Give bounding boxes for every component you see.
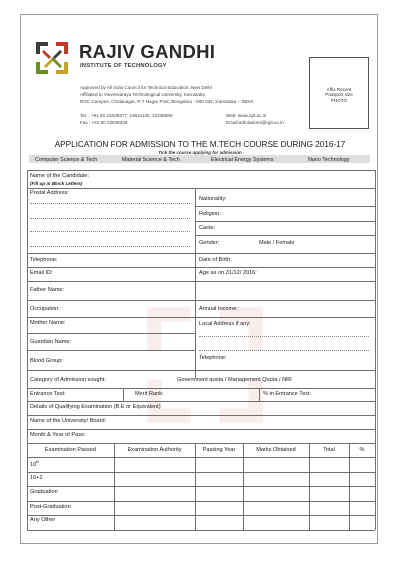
institute-name: RAJIV GANDHI bbox=[79, 41, 216, 62]
entrance-test-label: Entrance Test: bbox=[30, 391, 66, 397]
email-link[interactable]: Email:admissions@rgit.ac.in bbox=[226, 120, 284, 125]
address-line-1[interactable] bbox=[30, 203, 190, 204]
application-form bbox=[27, 170, 375, 530]
institute-logo bbox=[34, 40, 70, 76]
mother-name-label: Mother Name: bbox=[30, 320, 66, 326]
course-option-nano[interactable]: Nano Technology bbox=[308, 156, 350, 163]
col-passing-year: Passing Year bbox=[202, 447, 236, 453]
fax-line: Fax : +91 80 23549348 bbox=[80, 120, 128, 125]
religion-label: Religion: bbox=[199, 211, 221, 217]
col-examination-authority: Examination Authority bbox=[127, 447, 182, 453]
col-examination-passed: Examination Passed bbox=[45, 447, 96, 453]
local-address-line-2[interactable] bbox=[199, 350, 369, 351]
blood-group-label: Blood Group: bbox=[30, 358, 63, 364]
name-label: Name of the Candidate: bbox=[30, 173, 90, 179]
qualifying-exam-label: Details of Qualifying Examination (B.E or Equivalent) bbox=[30, 404, 161, 410]
address-line-3[interactable] bbox=[30, 231, 190, 232]
photo-line-2: Passport size bbox=[325, 92, 353, 98]
affiliation-line: Affiliated to Visvesvaraya Technological University, Karnataka bbox=[80, 92, 205, 97]
age-label: Age as on 31/12/ 2016: bbox=[199, 270, 257, 276]
table-row-label: 10th bbox=[30, 460, 40, 468]
caste-label: Caste: bbox=[199, 225, 216, 231]
course-option-cs[interactable]: Computer Science & Tech bbox=[35, 156, 98, 163]
name-field[interactable] bbox=[147, 175, 372, 184]
name-note: (Fill up in Block Letters) bbox=[30, 181, 83, 186]
form-subtitle: Tick the course applying for admission bbox=[158, 150, 242, 155]
annual-income-label: Annual Income: bbox=[199, 306, 238, 312]
local-address-line-1[interactable] bbox=[199, 336, 369, 337]
category-options[interactable]: Government quota / Management Quota / NRI bbox=[177, 377, 292, 383]
col-percent: % bbox=[359, 447, 365, 453]
photo-box bbox=[309, 57, 369, 129]
merit-rank-label: Merit Rank: bbox=[135, 391, 164, 397]
institute-subtitle: INSTITUTE OF TECHNOLOGY bbox=[80, 63, 167, 69]
table-row-label: Graduation bbox=[30, 489, 58, 495]
address-line-4[interactable] bbox=[30, 246, 190, 247]
month-year-label: Month & Year of Pass: bbox=[30, 432, 86, 438]
course-option-ms[interactable]: Material Science & Tech bbox=[122, 156, 180, 163]
postal-address-label: Postal Address: bbox=[30, 190, 69, 196]
address-line-2[interactable] bbox=[30, 218, 190, 219]
gender-options[interactable]: Male / Female bbox=[259, 240, 295, 246]
course-option-ees[interactable]: Electrical Energy Systems bbox=[211, 156, 274, 163]
form-title: APPLICATION FOR ADMISSION TO THE M.TECH COURSE DURING 2016-17 bbox=[54, 140, 346, 149]
father-name-label: Father Name: bbox=[30, 287, 65, 293]
gender-label: Gender: bbox=[199, 240, 220, 246]
university-label: Name of the University/ Board: bbox=[30, 418, 107, 424]
guardian-name-label: Guardian Name: bbox=[30, 339, 72, 345]
photo-line-1: Affix Recent bbox=[326, 87, 352, 92]
email-id-label: Email ID: bbox=[30, 270, 53, 276]
photo-line-3: PHOTO bbox=[330, 97, 348, 103]
table-row-label: Any Other bbox=[30, 517, 56, 523]
category-label: Category of Admission sought: bbox=[30, 377, 106, 383]
address-line: RGC Campus, Cholanagar, R T Nagar Post, Bengaluru - 560 032, Karnataka – INDIA bbox=[80, 99, 254, 104]
telephone-label: Telephone: bbox=[30, 257, 58, 263]
approval-line: Approved by All India Council for Technical Education, New Delhi bbox=[80, 85, 212, 90]
website-link[interactable]: Web: www.rgit.ac.in bbox=[226, 113, 267, 118]
telephone-line: Tel. : +91 80 23339377, 23631145, 23335989 bbox=[80, 113, 173, 118]
occupation-label: Occupation: bbox=[30, 306, 60, 312]
local-address-label: Local Address if any: bbox=[199, 321, 251, 327]
col-marks-obtained: Marks Obtained bbox=[256, 447, 296, 453]
table-row-label: Post-Graduation bbox=[30, 504, 71, 510]
table-row-label: 10+2 bbox=[30, 475, 43, 481]
nationality-label: Nationality: bbox=[199, 196, 227, 202]
date-of-birth-label: Date of Birth: bbox=[199, 257, 232, 263]
col-total: Total bbox=[323, 447, 335, 453]
local-telephone-label: Telephone: bbox=[199, 355, 227, 361]
course-options bbox=[29, 155, 370, 163]
percent-entrance-label: % in Entrance Test: bbox=[263, 391, 312, 397]
